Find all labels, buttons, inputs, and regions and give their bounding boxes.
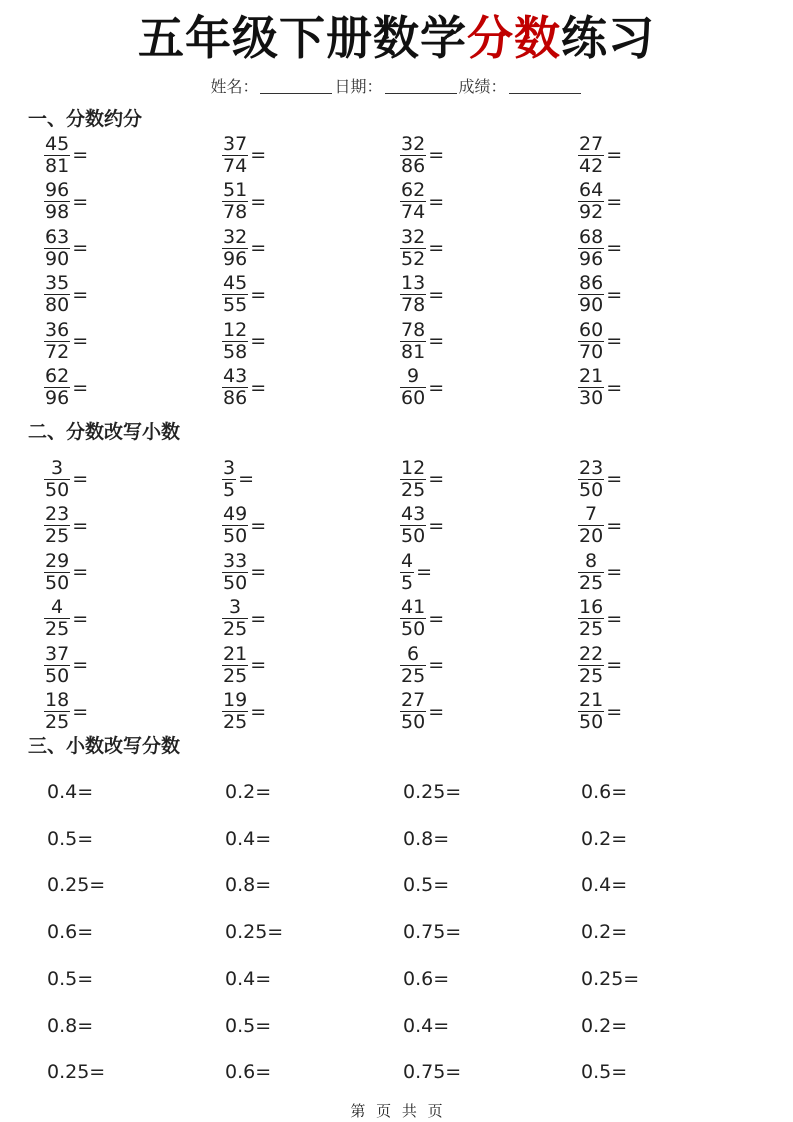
fraction — [400, 181, 426, 222]
denominator: 52 — [401, 247, 426, 270]
numerator: 32 — [223, 225, 248, 248]
numerator: 9 — [407, 365, 420, 387]
numerator: 8 — [585, 549, 598, 572]
denominator: 90 — [579, 294, 604, 316]
fraction — [44, 274, 70, 315]
numerator: 27 — [579, 132, 604, 155]
numerator: 23 — [579, 456, 604, 479]
equals-sign: = — [250, 190, 267, 213]
fraction — [44, 225, 70, 270]
numerator: 21 — [579, 365, 604, 387]
fraction-problem — [44, 642, 88, 688]
equals-sign: = — [428, 607, 445, 630]
fraction — [578, 318, 604, 363]
fraction-problem — [400, 272, 444, 318]
numerator: 18 — [45, 689, 70, 711]
fraction — [578, 456, 604, 501]
fraction-problem — [222, 689, 266, 735]
denominator: 80 — [45, 294, 70, 316]
fraction-problem — [222, 642, 266, 688]
equals-sign: = — [428, 144, 445, 166]
denominator: 25 — [45, 711, 70, 733]
decimal-problem: 0.4= — [403, 1014, 450, 1037]
denominator: 25 — [579, 664, 604, 687]
worksheet-title — [0, 8, 793, 68]
fraction-problem — [578, 318, 622, 364]
denominator: 50 — [45, 478, 70, 501]
decimal-problem: 0.2= — [581, 827, 628, 850]
numerator: 13 — [401, 272, 426, 294]
fraction — [400, 318, 426, 363]
denominator: 96 — [223, 247, 248, 270]
numerator: 32 — [401, 225, 426, 248]
denominator: 50 — [45, 571, 70, 594]
decimal-problem: 0.8= — [225, 874, 272, 897]
section-heading-simplify: 一、分数约分 — [28, 108, 143, 130]
numerator: 62 — [401, 179, 426, 201]
denominator: 96 — [45, 387, 70, 409]
equals-sign: = — [72, 237, 89, 259]
name-blank[interactable] — [260, 79, 332, 94]
decimal-problem: 0.25= — [581, 967, 640, 990]
fraction — [44, 642, 70, 687]
denominator: 25 — [223, 664, 248, 687]
fraction — [44, 318, 70, 363]
numerator: 43 — [401, 503, 426, 525]
numerator: 12 — [223, 318, 248, 341]
decimal-problem: 0.5= — [403, 874, 450, 897]
fraction — [400, 598, 426, 639]
equals-sign: = — [250, 283, 267, 306]
denominator: 58 — [223, 340, 248, 363]
fraction — [222, 456, 236, 501]
denominator: 42 — [579, 154, 604, 177]
decimal-problem: 0.5= — [47, 827, 94, 850]
fraction-problem — [222, 132, 266, 178]
fraction — [400, 274, 426, 315]
equals-sign: = — [606, 607, 623, 630]
denominator: 20 — [579, 525, 604, 547]
equals-sign: = — [250, 144, 267, 166]
decimal-problem: 0.6= — [581, 781, 628, 803]
denominator: 25 — [401, 664, 426, 687]
decimal-problem: 0.4= — [47, 781, 94, 803]
fraction — [578, 642, 604, 687]
student-info-line — [0, 76, 793, 98]
fraction-problem — [400, 596, 444, 642]
fraction — [44, 456, 70, 501]
fraction — [222, 598, 248, 639]
decimal-problem: 0.5= — [581, 1061, 628, 1084]
equals-sign: = — [428, 376, 445, 399]
equals-sign: = — [72, 561, 89, 583]
fraction-problem — [222, 503, 266, 549]
fraction — [222, 132, 248, 177]
equals-sign: = — [416, 561, 433, 583]
decimal-problem: 0.4= — [225, 967, 272, 990]
equals-sign: = — [428, 700, 445, 723]
fraction — [44, 132, 70, 177]
fraction-problem — [578, 272, 622, 318]
numerator: 37 — [45, 642, 70, 665]
numerator: 64 — [579, 179, 604, 201]
fraction-problem — [222, 365, 266, 411]
decimal-problem: 0.8= — [403, 827, 450, 850]
equals-sign: = — [606, 144, 623, 166]
fraction-problem — [578, 689, 622, 735]
numerator: 3 — [223, 456, 236, 479]
equals-sign: = — [606, 376, 623, 399]
equals-sign: = — [606, 514, 623, 537]
fraction — [222, 367, 248, 408]
fraction — [222, 505, 248, 546]
equals-sign: = — [250, 561, 267, 583]
numerator: 21 — [223, 642, 248, 665]
equals-sign: = — [606, 561, 623, 583]
decimal-problem: 0.25= — [47, 1061, 106, 1084]
fraction — [400, 456, 426, 501]
equals-sign: = — [606, 654, 623, 676]
fraction-problem — [44, 365, 88, 411]
decimal-problem: 0.5= — [225, 1014, 272, 1037]
title-prefix: 五年级下册数学 — [138, 11, 467, 65]
denominator: 74 — [223, 154, 248, 177]
denominator: 72 — [45, 340, 70, 363]
date-blank[interactable] — [385, 79, 457, 94]
numerator: 86 — [579, 272, 604, 294]
score-blank[interactable] — [509, 79, 581, 94]
fraction — [578, 598, 604, 639]
numerator: 6 — [407, 642, 420, 665]
equals-sign: = — [250, 376, 267, 399]
numerator: 21 — [579, 689, 604, 711]
fraction — [44, 181, 70, 222]
fraction-problem — [400, 503, 444, 549]
denominator: 50 — [401, 618, 426, 640]
equals-sign: = — [72, 514, 89, 537]
fraction-problem — [400, 689, 444, 735]
fraction — [44, 691, 70, 732]
numerator: 16 — [579, 596, 604, 618]
denominator: 25 — [401, 478, 426, 501]
denominator: 92 — [579, 201, 604, 223]
fraction-problem — [578, 225, 622, 271]
fraction — [400, 367, 426, 408]
decimal-problem: 0.25= — [225, 921, 284, 944]
fraction-problem — [578, 132, 622, 178]
fraction-problem — [222, 456, 254, 502]
numerator: 36 — [45, 318, 70, 341]
fraction-problem — [578, 456, 622, 502]
numerator: 33 — [223, 549, 248, 572]
fraction-problem — [222, 596, 266, 642]
fraction — [578, 274, 604, 315]
denominator: 25 — [223, 711, 248, 733]
decimal-problem: 0.25= — [47, 874, 106, 897]
fraction — [44, 367, 70, 408]
decimal-problem: 0.75= — [403, 921, 462, 944]
fraction — [222, 225, 248, 270]
decimal-problem: 0.6= — [225, 1061, 272, 1084]
fraction-problem — [44, 596, 88, 642]
denominator: 50 — [223, 571, 248, 594]
equals-sign: = — [250, 654, 267, 676]
fraction — [222, 549, 248, 594]
section-heading-decimal-to-fraction: 三、小数改写分数 — [28, 735, 181, 757]
denominator: 96 — [579, 247, 604, 270]
denominator: 70 — [579, 340, 604, 363]
decimal-problem: 0.6= — [403, 967, 450, 990]
denominator: 5 — [401, 571, 414, 594]
equals-sign: = — [250, 330, 267, 352]
numerator: 22 — [579, 642, 604, 665]
denominator: 60 — [401, 387, 426, 409]
fraction — [400, 505, 426, 546]
title-highlight: 分数 — [467, 11, 561, 65]
numerator: 68 — [579, 225, 604, 248]
fraction-problem — [400, 549, 432, 595]
decimal-problem: 0.2= — [581, 1014, 628, 1037]
denominator: 98 — [45, 201, 70, 223]
numerator: 35 — [45, 272, 70, 294]
fraction-problem — [44, 456, 88, 502]
denominator: 86 — [223, 387, 248, 409]
fraction-problem — [44, 132, 88, 178]
numerator: 23 — [45, 503, 70, 525]
numerator: 45 — [223, 272, 248, 294]
fraction-problem — [578, 365, 622, 411]
equals-sign: = — [72, 190, 89, 213]
fraction-problem — [400, 642, 444, 688]
equals-sign: = — [72, 700, 89, 723]
numerator: 51 — [223, 179, 248, 201]
numerator: 27 — [401, 689, 426, 711]
score-label: 成绩： — [458, 77, 507, 96]
fraction-problem — [400, 132, 444, 178]
numerator: 49 — [223, 503, 248, 525]
equals-sign: = — [72, 283, 89, 306]
fraction-problem — [578, 642, 622, 688]
fraction-problem — [578, 596, 622, 642]
fraction — [400, 225, 426, 270]
denominator: 55 — [223, 294, 248, 316]
decimal-problem: 0.8= — [47, 1014, 94, 1037]
numerator: 63 — [45, 225, 70, 248]
name-label: 姓名： — [210, 77, 259, 96]
denominator: 25 — [45, 525, 70, 547]
numerator: 4 — [401, 549, 414, 572]
numerator: 4 — [51, 596, 64, 618]
numerator: 45 — [45, 132, 70, 155]
denominator: 50 — [401, 711, 426, 733]
fraction — [222, 691, 248, 732]
equals-sign: = — [428, 468, 445, 490]
denominator: 50 — [45, 664, 70, 687]
numerator: 96 — [45, 179, 70, 201]
fraction-problem — [44, 225, 88, 271]
denominator: 25 — [45, 618, 70, 640]
equals-sign: = — [72, 607, 89, 630]
denominator: 78 — [223, 201, 248, 223]
numerator: 37 — [223, 132, 248, 155]
equals-sign: = — [72, 654, 89, 676]
fraction-problem — [578, 549, 622, 595]
page-footer: 第 页 共 页 — [350, 1102, 443, 1120]
fraction-problem — [578, 503, 622, 549]
fraction — [578, 132, 604, 177]
denominator: 86 — [401, 154, 426, 177]
fraction — [578, 691, 604, 732]
numerator: 19 — [223, 689, 248, 711]
fraction-problem — [400, 318, 444, 364]
fraction-problem — [44, 179, 88, 225]
equals-sign: = — [428, 654, 445, 676]
decimal-problem: 0.6= — [47, 921, 94, 944]
fraction-problem — [44, 318, 88, 364]
equals-sign: = — [428, 330, 445, 352]
denominator: 30 — [579, 387, 604, 409]
fraction — [222, 642, 248, 687]
denominator: 74 — [401, 201, 426, 223]
numerator: 3 — [229, 596, 242, 618]
denominator: 25 — [579, 571, 604, 594]
fraction-problem — [400, 365, 444, 411]
equals-sign: = — [72, 376, 89, 399]
equals-sign: = — [606, 700, 623, 723]
denominator: 50 — [223, 525, 248, 547]
fraction — [400, 642, 426, 687]
equals-sign: = — [238, 468, 255, 490]
fraction-problem — [222, 225, 266, 271]
fraction-problem — [400, 225, 444, 271]
fraction-problem — [222, 318, 266, 364]
equals-sign: = — [428, 237, 445, 259]
denominator: 81 — [401, 340, 426, 363]
decimal-problem: 0.2= — [225, 781, 272, 803]
fraction — [400, 549, 414, 594]
equals-sign: = — [428, 514, 445, 537]
denominator: 5 — [223, 478, 236, 501]
decimal-problem: 0.2= — [581, 921, 628, 944]
fraction-problem — [222, 179, 266, 225]
decimal-problem: 0.25= — [403, 781, 462, 803]
equals-sign: = — [606, 468, 623, 490]
equals-sign: = — [250, 607, 267, 630]
equals-sign: = — [606, 330, 623, 352]
section-heading-fraction-to-decimal: 二、分数改写小数 — [28, 421, 181, 443]
numerator: 7 — [585, 503, 598, 525]
date-label: 日期： — [334, 77, 383, 96]
decimal-problem: 0.75= — [403, 1061, 462, 1084]
denominator: 25 — [223, 618, 248, 640]
fraction — [578, 225, 604, 270]
fraction — [222, 274, 248, 315]
fraction — [222, 181, 248, 222]
fraction — [578, 505, 604, 546]
fraction — [44, 598, 70, 639]
fraction-problem — [400, 179, 444, 225]
equals-sign: = — [428, 283, 445, 306]
equals-sign: = — [72, 468, 89, 490]
fraction — [222, 318, 248, 363]
numerator: 78 — [401, 318, 426, 341]
fraction — [44, 549, 70, 594]
equals-sign: = — [72, 330, 89, 352]
denominator: 50 — [579, 478, 604, 501]
denominator: 81 — [45, 154, 70, 177]
fraction-problem — [44, 272, 88, 318]
fraction-problem — [222, 549, 266, 595]
denominator: 50 — [579, 711, 604, 733]
fraction — [44, 505, 70, 546]
equals-sign: = — [250, 700, 267, 723]
equals-sign: = — [72, 144, 89, 166]
fraction-problem — [400, 456, 444, 502]
fraction — [578, 181, 604, 222]
numerator: 29 — [45, 549, 70, 572]
decimal-problem: 0.5= — [47, 967, 94, 990]
equals-sign: = — [250, 514, 267, 537]
numerator: 60 — [579, 318, 604, 341]
fraction-problem — [44, 503, 88, 549]
equals-sign: = — [428, 190, 445, 213]
denominator: 90 — [45, 247, 70, 270]
fraction — [400, 132, 426, 177]
fraction-problem — [44, 549, 88, 595]
equals-sign: = — [606, 283, 623, 306]
equals-sign: = — [606, 190, 623, 213]
numerator: 32 — [401, 132, 426, 155]
equals-sign: = — [606, 237, 623, 259]
denominator: 50 — [401, 525, 426, 547]
numerator: 41 — [401, 596, 426, 618]
numerator: 3 — [51, 456, 64, 479]
fraction — [578, 549, 604, 594]
decimal-problem: 0.4= — [225, 827, 272, 850]
numerator: 43 — [223, 365, 248, 387]
numerator: 12 — [401, 456, 426, 479]
denominator: 25 — [579, 618, 604, 640]
fraction-problem — [44, 689, 88, 735]
fraction-problem — [222, 272, 266, 318]
numerator: 62 — [45, 365, 70, 387]
fraction-problem — [578, 179, 622, 225]
denominator: 78 — [401, 294, 426, 316]
fraction — [400, 691, 426, 732]
decimal-problem: 0.4= — [581, 874, 628, 897]
fraction — [578, 367, 604, 408]
equals-sign: = — [250, 237, 267, 259]
title-suffix: 练习 — [561, 11, 655, 65]
